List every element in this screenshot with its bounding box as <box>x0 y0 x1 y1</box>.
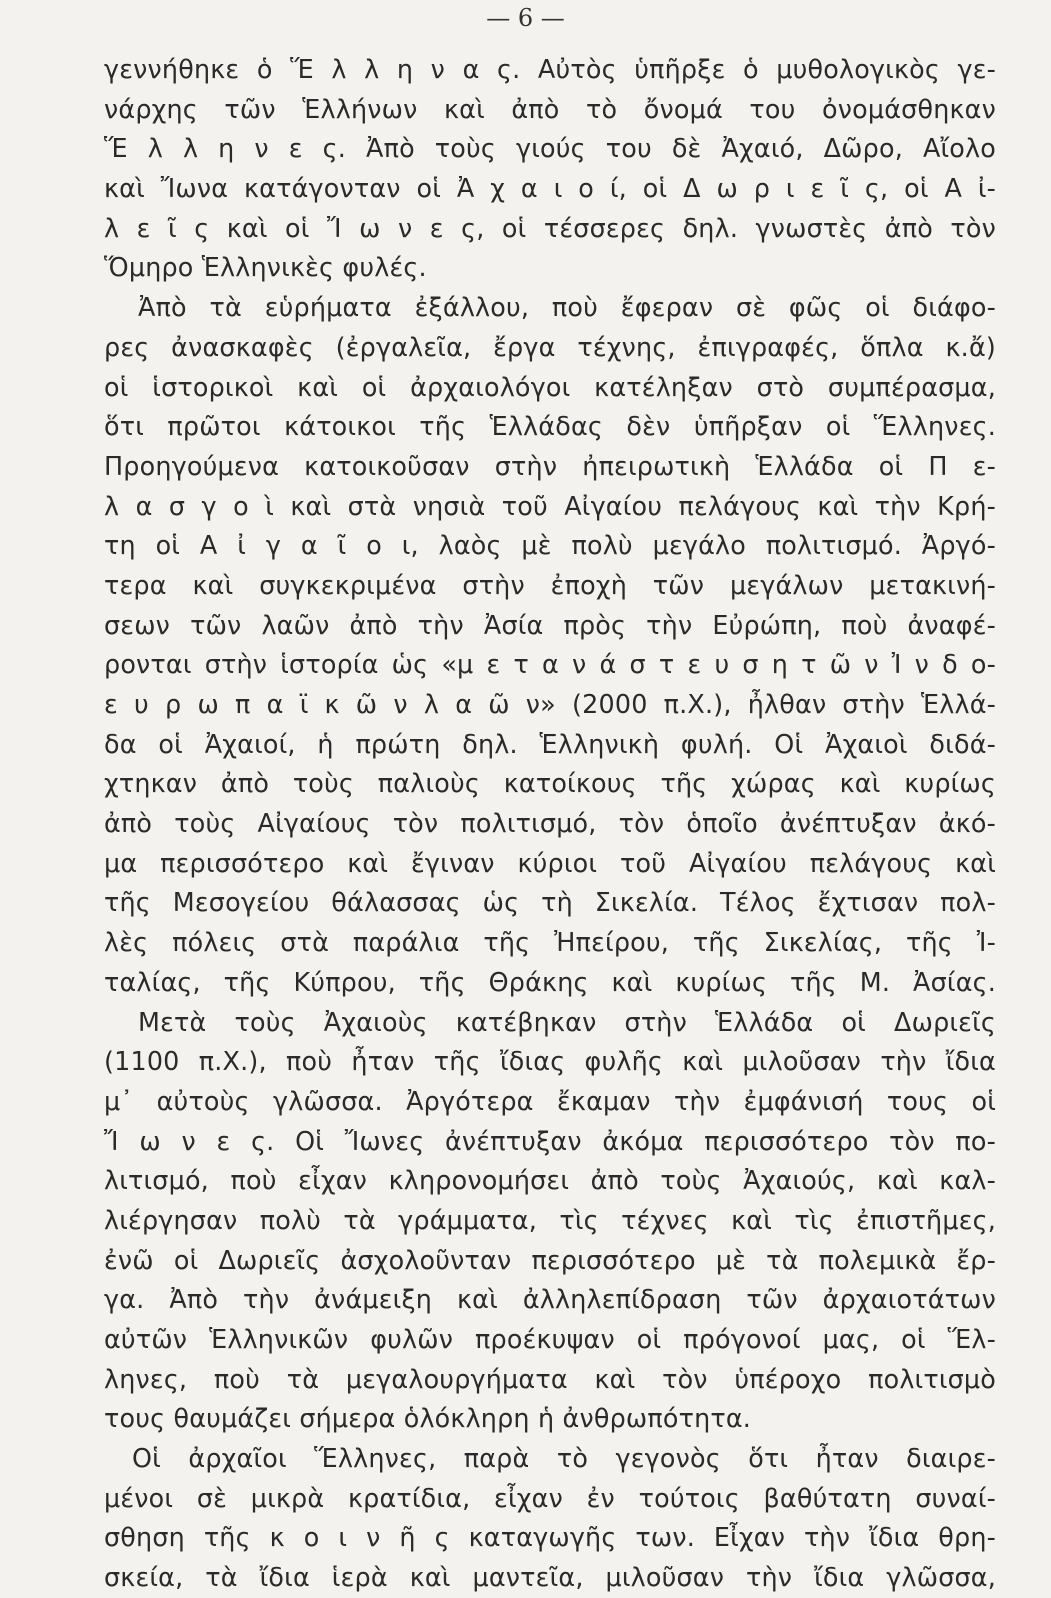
text-line: λιτισμό, ποὺ εἶχαν κληρονομήσει ἀπὸ τοὺς Ἀχαιούς, καὶ καλ- <box>104 1165 996 1196</box>
text-line: οἱ ἱστορικοὶ καὶ οἱ ἀρχαιολόγοι κατέληξαν στὸ συμπέρασμα, <box>104 371 996 402</box>
paragraph-start-line: Ἀπὸ τὰ εὑρήματα ἐξάλλου, ποὺ ἔφεραν σὲ φῶς οἱ διάφο- <box>138 292 996 323</box>
text-line: τῆς Μεσογείου θάλασσας ὡς τὴ Σικελία. Τέλος ἔχτισαν πολ- <box>104 887 996 918</box>
text-line: ἀπὸ τοὺς Αἰγαίους τὸν πολιτισμό, τὸν ὁποῖο ἀνέπτυξαν ἀκό- <box>104 808 996 839</box>
text-line: ὅτι πρῶτοι κάτοικοι τῆς Ἑλλάδας δὲν ὑπῆρξαν οἱ Ἕλληνες. <box>104 411 996 442</box>
text-line: τη οἱ Α ἰ γ α ῖ ο ι, λαὸς μὲ πολὺ μεγάλο πολιτισμό. Ἀργό- <box>104 530 996 561</box>
body-text <box>104 50 996 1598</box>
paragraph-start-line: Οἱ ἀρχαῖοι Ἕλληνες, παρὰ τὸ γεγονὸς ὅτι ἦταν διαιρε- <box>132 1443 996 1474</box>
text-line: χτηκαν ἀπὸ τοὺς παλιοὺς κατοίκους τῆς χώρας καὶ κυρίως <box>104 768 996 799</box>
text-line: δα οἱ Ἀχαιοί, ἡ πρώτη δηλ. Ἑλληνικὴ φυλή. Οἱ Ἀχαιοὶ διδά- <box>104 728 996 759</box>
text-line: λιέργησαν πολὺ τὰ γράμματα, τὶς τέχνες καὶ τὶς ἐπιστῆμες, <box>104 1204 996 1235</box>
text-line: λὲς πόλεις στὰ παράλια τῆς Ἠπείρου, τῆς Σικελίας, τῆς Ἰ- <box>104 927 996 958</box>
page-number: — 6 — <box>486 4 565 32</box>
text-line: γεννήθηκε ὁ Ἕ λ λ η ν α ς. Αὐτὸς ὑπῆρξε ὁ μυθολογικὸς γε- <box>104 54 996 84</box>
text-line: Ἕ λ λ η ν ε ς. Ἀπὸ τοὺς γιούς του δὲ Ἀχαιό, Δῶρο, Αἴολο <box>104 133 996 164</box>
paragraph-start-line: Μετὰ τοὺς Ἀχαιοὺς κατέβηκαν στὴν Ἑλλάδα οἱ Δωριεῖς <box>138 1006 996 1037</box>
text-line: Προηγούμενα κατοικοῦσαν στὴν ἠπειρωτικὴ Ἑλλάδα οἱ Π ε- <box>104 450 996 481</box>
text-line: ρες ἀνασκαφὲς (ἐργαλεῖα, ἔργα τέχνης, ἐπιγραφές, ὅπλα κ.ἄ) <box>104 331 996 362</box>
text-line: μ᾿ αὐτοὺς γλῶσσα. Ἀργότερα ἔκαμαν τὴν ἐμφάνισή τους οἱ <box>104 1085 996 1116</box>
text-line: Ὅμηρο Ἑλληνικὲς φυλές. <box>104 252 427 283</box>
text-line: καὶ Ἴωνα κατάγονταν οἱ Ἀ χ α ι ο ί, οἱ Δ ω ρ ι ε ῖ ς, οἱ Α ἰ- <box>104 173 996 204</box>
text-line: γα. Ἀπὸ τὴν ἀνάμειξη καὶ ἀλληλεπίδραση τῶν ἀρχαιοτάτων <box>104 1284 996 1315</box>
text-line: λ α σ γ ο ὶ καὶ στὰ νησιὰ τοῦ Αἰγαίου πελάγους καὶ τὴν Κρή- <box>104 490 996 521</box>
text-line: ε υ ρ ω π α ϊ κ ῶ ν λ α ῶ ν» (2000 π.Χ.), ἦλθαν στὴν Ἑλλά- <box>104 689 996 719</box>
text-line: νάρχης τῶν Ἑλλήνων καὶ ἀπὸ τὸ ὄνομά του ὀνομάσθηκαν <box>104 93 996 124</box>
text-line: σκεία, τὰ ἴδια ἱερὰ καὶ μαντεῖα, μιλοῦσαν τὴν ἴδια γλῶσσα, <box>104 1562 996 1593</box>
text-line: σθηση τῆς κ ο ι ν ῆ ς καταγωγῆς των. Εἶχαν τὴν ἴδια θρη- <box>104 1522 996 1553</box>
text-line: μένοι σὲ μικρὰ κρατίδια, εἶχαν ἐν τούτοις βαθύτατη συναί- <box>104 1482 996 1513</box>
text-line: τερα καὶ συγκεκριμένα στὴν ἐποχὴ τῶν μεγάλων μετακινή- <box>104 569 996 600</box>
text-line: Ἴ ω ν ε ς. Οἱ Ἴωνες ἀνέπτυξαν ἀκόμα περισσότερο τὸν πο- <box>104 1125 996 1156</box>
text-line: λ ε ῖ ς καὶ οἱ Ἴ ω ν ε ς, οἱ τέσσερες δηλ. γνωστὲς ἀπὸ τὸν <box>104 212 996 243</box>
text-line: (1100 π.Χ.), ποὺ ἦταν τῆς ἴδιας φυλῆς καὶ μιλοῦσαν τὴν ἴδια <box>104 1046 996 1077</box>
text-line: σεων τῶν λαῶν ἀπὸ τὴν Ἀσία πρὸς τὴν Εὐρώπη, ποὺ ἀναφέ- <box>104 609 996 640</box>
text-line: ταλίας, τῆς Κύπρου, τῆς Θράκης καὶ κυρίως τῆς Μ. Ἀσίας. <box>104 966 996 997</box>
text-line: ρονται στὴν ἱστορία ὡς «μ ε τ α ν ά σ τ ε υ σ η τ ῶ ν Ἰ ν δ ο- <box>104 649 996 680</box>
text-line: τους θαυμάζει σήμερα ὁλόκληρη ἡ ἀνθρωπότητα. <box>104 1403 752 1434</box>
text-line: ληνες, ποὺ τὰ μεγαλουργήματα καὶ τὸν ὑπέροχο πολιτισμὸ <box>104 1363 996 1394</box>
text-line: αὐτῶν Ἑλληνικῶν φυλῶν προέκυψαν οἱ πρόγονοί μας, οἱ Ἕλ- <box>104 1324 996 1354</box>
text-line: μα περισσότερο καὶ ἔγιναν κύριοι τοῦ Αἰγαίου πελάγους καὶ <box>104 847 996 878</box>
text-line: ἐνῶ οἱ Δωριεῖς ἀσχολοῦνταν περισσότερο μὲ τὰ πολεμικὰ ἔρ- <box>104 1244 996 1275</box>
